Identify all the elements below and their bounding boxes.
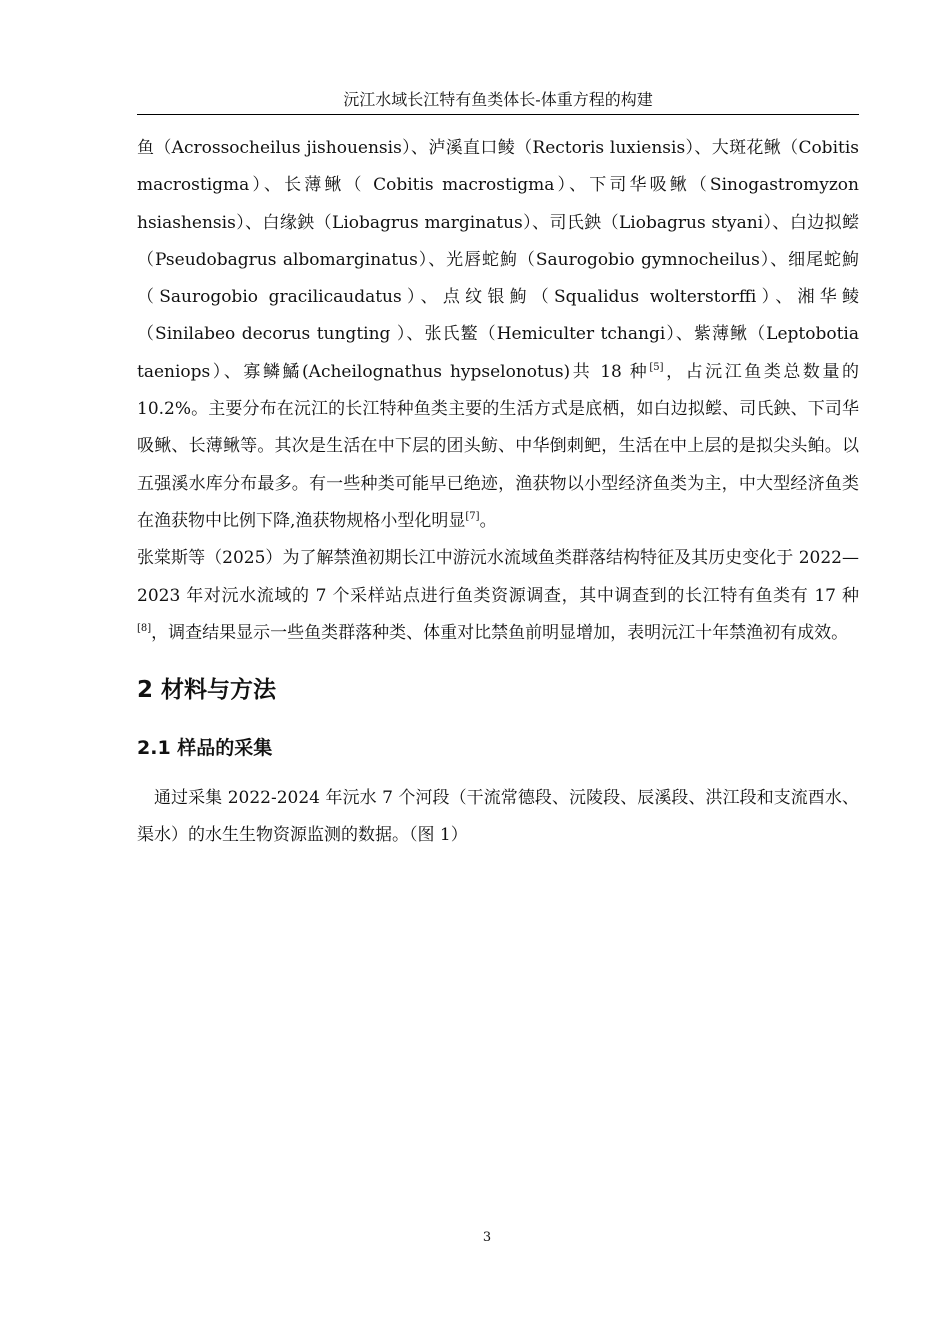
paragraph-species-list [137,130,859,540]
paragraph-survey [137,540,859,652]
citation-ref: [7] [465,510,480,522]
page-number: 3 [482,1230,492,1245]
paragraph-text: 鱼（Acrossocheilus jishouensis）、泸溪直口鲮（Rectoris luxiensis）、大斑花鳅（Cobitis macrostigma）、长薄鳅（ Cobitis macrostigma）、下司华吸鳅（Sinogastromyzon hsiashensis）、白缘鉠（Liobagrus marginatus）、司氏鉠（Liobagrus styani）、白边拟鲿（Pseudobagrus albomarginatus）、光唇蛇鮈（Saurogobio gymnocheilus）、细尾蛇鮈（Saurogobio gracilicaudatus）、点纹银鮈（Squalidus wolterstorffi）、湘华鲮（Sinilabeo decorus tungting ）、张氏鳘（Hemiculter tchangi）、紫薄鳅（Leptobotia taeniops）、寡鳞鱊(Acheilognathus hypselonotus)共 18 种 [137,138,859,382]
page-body [137,130,859,855]
citation-ref: [5] [649,361,664,373]
subsection-heading: 2.1 样品的采集 [137,737,273,760]
paragraph-sampling: 通过采集 2022-2024 年沅水 7 个河段（干流常德段、沅陵段、辰溪段、洪江段和支流酉水、渠水）的水生生物资源监测的数据。（图 1） [137,788,859,846]
paragraph-text: ，占沅江鱼类总数量的 10.2%。主要分布在沅江的长江特种鱼类主要的生活方式是底栖，如白边拟鲿、司氏鉠、下司华吸鳅、长薄鳅等。其次是生活在中下层的团头鲂、中华倒刺鲃，生活在中上层的是拟尖头鲌。以五强溪水库分布最多。有一些种类可能早已绝迹，渔获物以小型经济鱼类为主，中大型经济鱼类在渔获物中比例下降,渔获物规格小型化明显 [137,361,860,531]
paragraph-text: 张棠斯等（2025）为了解禁渔初期长江中游沅水流域鱼类群落结构特征及其历史变化于 2022—2023 年对沅水流域的 7 个采样站点进行鱼类资源调查，其中调查到的长江特有鱼类有 17 种 [137,548,859,606]
header-rule [137,114,859,115]
citation-ref: [8] [137,622,152,634]
paragraph-text: ，调查结果显示一些鱼类群落种类、体重对比禁鱼前明显增加，表明沅江十年禁渔初有成效。 [151,622,849,643]
running-header: 沅江水域长江特有鱼类体长-体重方程的构建 [343,90,653,109]
paragraph-text: 。 [479,510,497,531]
section-heading: 2 材料与方法 [137,677,277,704]
